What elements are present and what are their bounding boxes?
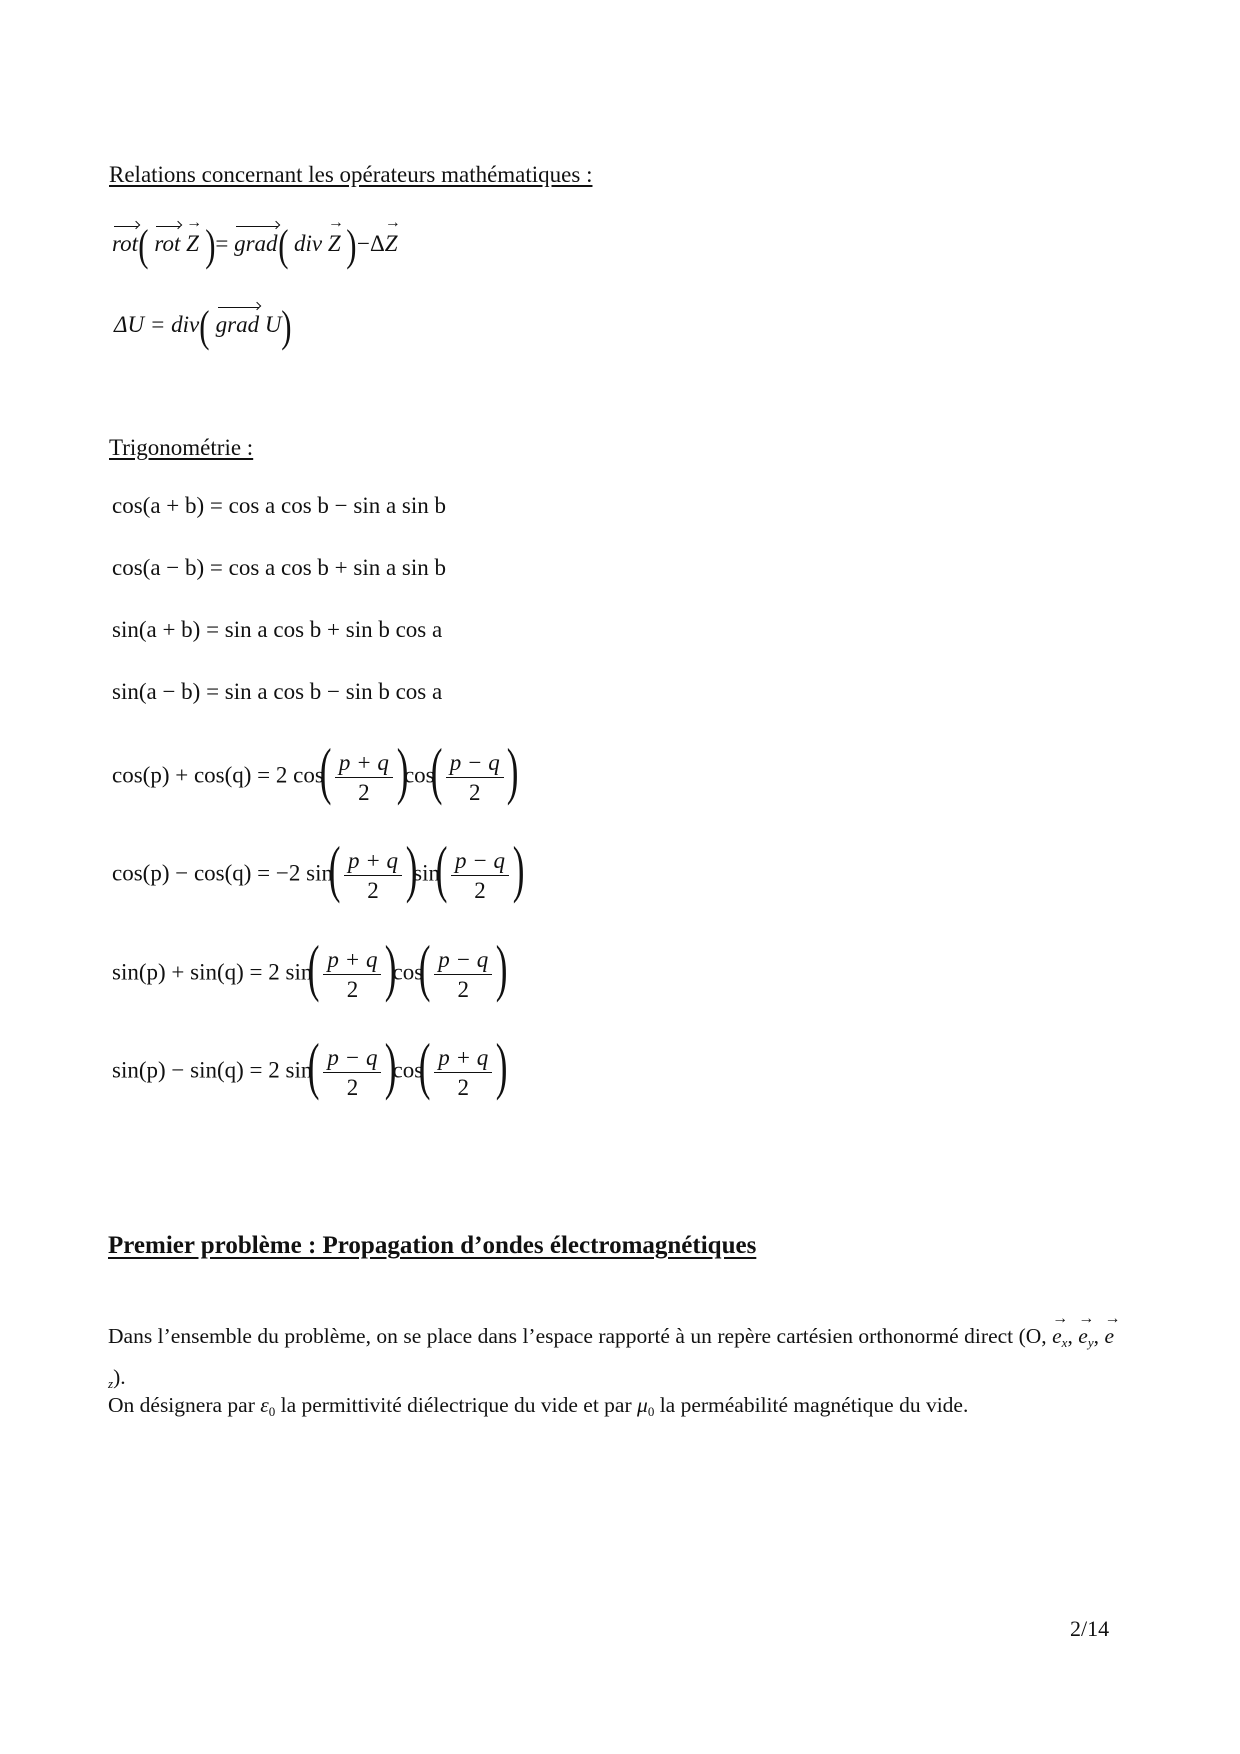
- trig-formula-1: cos(a + b) = cos a cos b − sin a sin b: [112, 493, 447, 518]
- operators-heading: Relations concernant les opérateurs mathématiques :: [109, 162, 593, 187]
- ey-vector: e →: [1078, 1319, 1088, 1353]
- trig-sum-formula-3: sin(p) + sin(q) = 2 sin( $\frac{p + q}{2}$ )cos( $\frac{p - q}{2}$ ): [112, 932, 508, 1003]
- sum1-frac1: $\frac{p + q}{2}$: [335, 751, 393, 804]
- minus-sign: −: [357, 231, 370, 256]
- div-operator: div: [293, 231, 323, 256]
- sum3-frac2: $\frac{p - q}{2}$: [434, 948, 492, 1001]
- sum2-mid: sin: [413, 860, 440, 886]
- laplacian-symbol: Δ: [370, 231, 385, 256]
- mu-symbol: μ: [637, 1393, 648, 1417]
- trig-heading: Trigonométrie :: [109, 435, 254, 460]
- formula-rot-rot: rot( rot Z → )= grad( div Z → )−ΔZ →: [112, 224, 398, 268]
- trig-formula-2: cos(a − b) = cos a cos b + sin a sin b: [112, 555, 447, 580]
- equals-sign: =: [215, 231, 229, 256]
- laplacian-lhs: ΔU = div: [114, 312, 200, 337]
- sum2-frac1: $\frac{p + q}{2}$: [344, 849, 402, 902]
- problem-title: Premier problème : Propagation d’ondes électromagnétiques: [108, 1232, 757, 1259]
- rot-inner-operator: rot: [154, 231, 181, 256]
- grad-operator: grad: [234, 231, 278, 256]
- sum3-mid: cos: [392, 959, 424, 985]
- sum1-mid: cos: [403, 762, 435, 788]
- ex-vector: e →: [1052, 1319, 1062, 1353]
- ez-vector: e →: [1104, 1319, 1114, 1353]
- sum2-frac2: $\frac{p - q}{2}$: [451, 849, 509, 902]
- problem-paragraph-1: Dans l’ensemble du problème, on se place dans l’espace rapporté à un repère cartésien orthonormé direct (O, $e \to_x$, $e \to_y$, $e \to_z$).: [108, 1319, 1114, 1401]
- epsilon-symbol: ε: [260, 1393, 269, 1417]
- sum4-mid: cos: [392, 1057, 424, 1083]
- sum4-frac2: $\frac{p + q}{2}$: [434, 1046, 492, 1099]
- sum1-lhs: cos(p) + cos(q) = 2 cos: [112, 762, 324, 788]
- sum3-lhs: sin(p) + sin(q) = 2 sin: [112, 959, 313, 985]
- z-vector: Z →: [186, 232, 199, 255]
- u-scalar: U: [264, 312, 282, 337]
- trig-sum-formula-4: sin(p) − sin(q) = 2 sin( $\frac{p - q}{2}$ )cos( $\frac{p + q}{2}$ ): [112, 1030, 508, 1101]
- formula-laplacian: ΔU = div( grad U): [114, 302, 292, 351]
- problem-paragraph-2: On désignera par $\varepsilon_0$ la permittivité diélectrique du vide et par $\mu_0$ la perméabilité magnétique du vide.: [108, 1393, 969, 1419]
- trig-sum-formula-2: cos(p) − cos(q) = −2 sin( $\frac{p + q}{2}$ )sin( $\frac{p - q}{2}$ ): [112, 833, 525, 904]
- sum2-lhs: cos(p) − cos(q) = −2 sin: [112, 860, 333, 886]
- trig-formula-4: sin(a − b) = sin a cos b − sin b cos a: [112, 679, 443, 704]
- sum1-frac2: $\frac{p - q}{2}$: [446, 751, 504, 804]
- z-vector-3: Z →: [385, 232, 398, 255]
- z-vector-2: Z →: [328, 232, 341, 255]
- trig-sum-formula-1: cos(p) + cos(q) = 2 cos( $\frac{p + q}{2}$ )cos( $\frac{p - q}{2}$ ): [112, 735, 520, 806]
- page-number: 2/14: [1070, 1616, 1110, 1641]
- trig-formula-3: sin(a + b) = sin a cos b + sin b cos a: [112, 617, 443, 642]
- grad-operator-2: grad: [215, 312, 260, 337]
- sum4-frac1: $\frac{p - q}{2}$: [323, 1046, 381, 1099]
- sum4-lhs: sin(p) − sin(q) = 2 sin: [112, 1057, 313, 1083]
- rot-operator: rot: [112, 231, 138, 256]
- sum3-frac1: $\frac{p + q}{2}$: [323, 948, 381, 1001]
